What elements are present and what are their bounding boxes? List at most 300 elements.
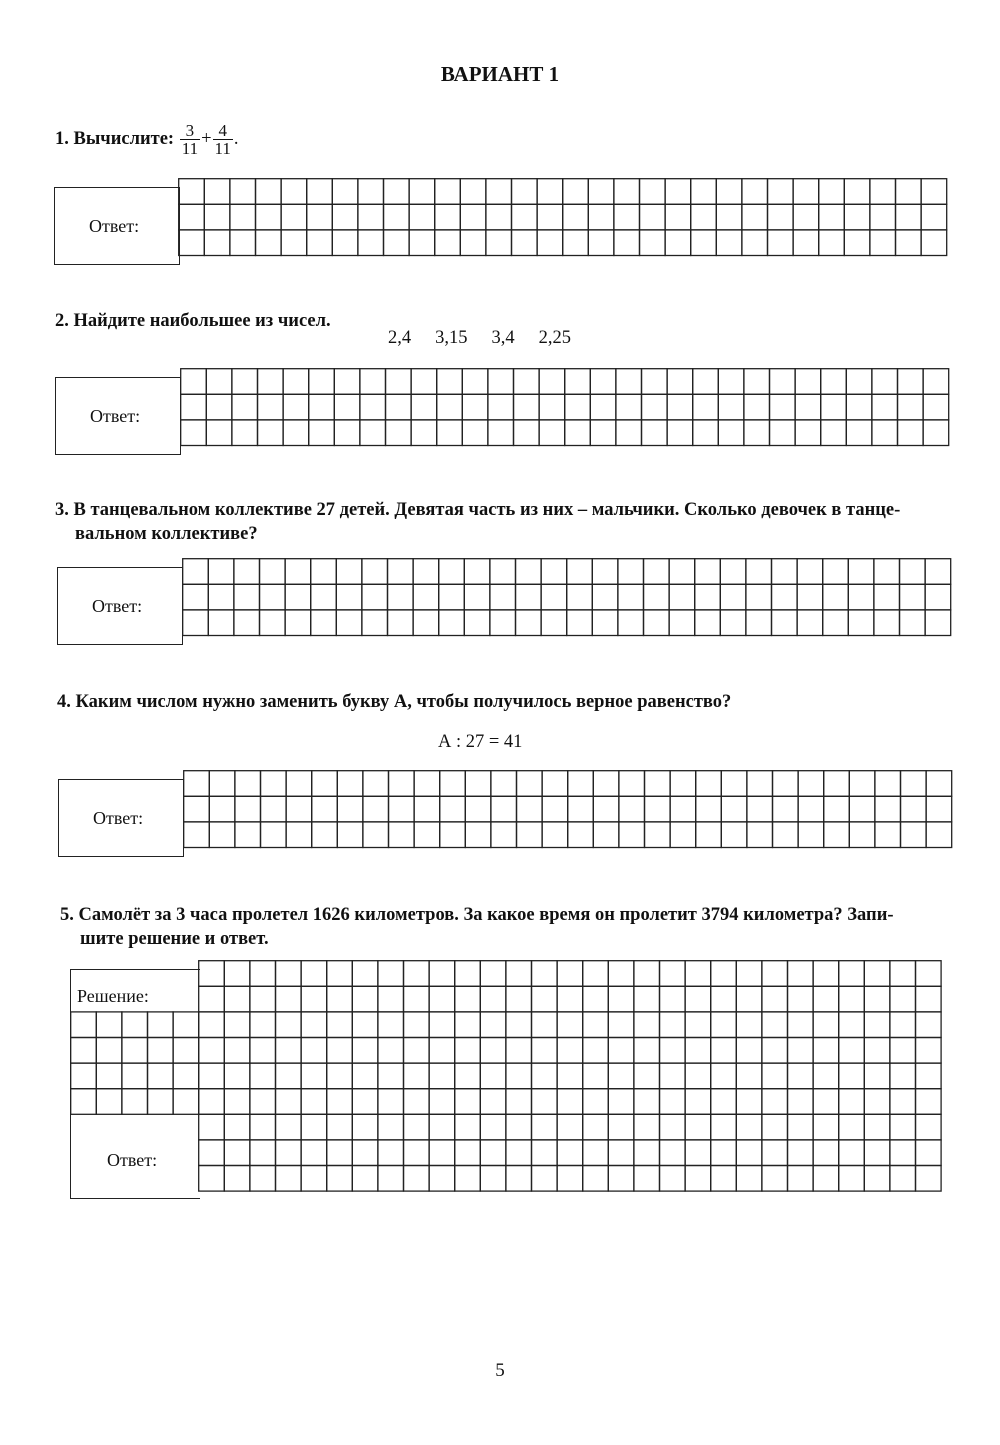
grid-cell[interactable] bbox=[334, 420, 360, 446]
grid-cell[interactable] bbox=[384, 179, 410, 205]
grid-cell[interactable] bbox=[327, 1140, 353, 1166]
grid-cell[interactable] bbox=[645, 796, 671, 822]
grid-cell[interactable] bbox=[849, 771, 875, 797]
grid-cell[interactable] bbox=[309, 369, 335, 395]
grid-cell[interactable] bbox=[409, 230, 435, 256]
grid-cell[interactable] bbox=[301, 961, 327, 987]
grid-cell[interactable] bbox=[608, 1089, 634, 1115]
grid-cell[interactable] bbox=[352, 1012, 378, 1038]
grid-cell[interactable] bbox=[232, 420, 258, 446]
grid-cell[interactable] bbox=[660, 1063, 686, 1089]
grid-cell[interactable] bbox=[122, 1012, 148, 1038]
grid-cell[interactable] bbox=[506, 1166, 532, 1192]
grid-cell[interactable] bbox=[332, 230, 358, 256]
grid-cell[interactable] bbox=[844, 179, 870, 205]
grid-cell[interactable] bbox=[720, 610, 746, 636]
grid-cell[interactable] bbox=[744, 420, 770, 446]
grid-cell[interactable] bbox=[848, 610, 874, 636]
grid-cell[interactable] bbox=[455, 1140, 481, 1166]
grid-cell[interactable] bbox=[352, 1114, 378, 1140]
grid-cell[interactable] bbox=[541, 610, 567, 636]
grid-cell[interactable] bbox=[258, 369, 284, 395]
grid-cell[interactable] bbox=[900, 559, 926, 585]
grid-cell[interactable] bbox=[736, 1166, 762, 1192]
grid-cell[interactable] bbox=[711, 961, 737, 987]
grid-cell[interactable] bbox=[926, 796, 952, 822]
grid-cell[interactable] bbox=[921, 204, 947, 230]
grid-cell[interactable] bbox=[285, 559, 311, 585]
grid-cell[interactable] bbox=[532, 986, 558, 1012]
grid-cell[interactable] bbox=[311, 559, 337, 585]
grid-cell[interactable] bbox=[568, 796, 594, 822]
grid-cell[interactable] bbox=[718, 394, 744, 420]
grid-cell[interactable] bbox=[337, 822, 363, 848]
grid-cell[interactable] bbox=[179, 204, 205, 230]
grid-cell[interactable] bbox=[327, 1114, 353, 1140]
grid-cell[interactable] bbox=[864, 1063, 890, 1089]
grid-cell[interactable] bbox=[386, 420, 412, 446]
grid-cell[interactable] bbox=[793, 179, 819, 205]
grid-cell[interactable] bbox=[848, 559, 874, 585]
grid-cell[interactable] bbox=[660, 1140, 686, 1166]
grid-cell[interactable] bbox=[490, 584, 516, 610]
grid-cell[interactable] bbox=[429, 1166, 455, 1192]
grid-cell[interactable] bbox=[839, 1140, 865, 1166]
grid-cell[interactable] bbox=[230, 179, 256, 205]
grid-cell[interactable] bbox=[71, 1038, 97, 1064]
grid-cell[interactable] bbox=[337, 771, 363, 797]
grid-cell[interactable] bbox=[642, 369, 668, 395]
grid-cell[interactable] bbox=[250, 1063, 276, 1089]
grid-cell[interactable] bbox=[506, 1063, 532, 1089]
grid-cell[interactable] bbox=[327, 986, 353, 1012]
grid-cell[interactable] bbox=[685, 1114, 711, 1140]
grid-cell[interactable] bbox=[864, 1012, 890, 1038]
grid-cell[interactable] bbox=[642, 420, 668, 446]
grid-cell[interactable] bbox=[514, 369, 540, 395]
grid-cell[interactable] bbox=[311, 584, 337, 610]
grid-cell[interactable] bbox=[336, 610, 362, 636]
grid-cell[interactable] bbox=[281, 230, 307, 256]
grid-cell[interactable] bbox=[307, 179, 333, 205]
grid-cell[interactable] bbox=[486, 204, 512, 230]
grid-cell[interactable] bbox=[839, 1063, 865, 1089]
grid-cell[interactable] bbox=[670, 796, 696, 822]
grid-cell[interactable] bbox=[517, 796, 543, 822]
grid-cell[interactable] bbox=[285, 610, 311, 636]
grid-cell[interactable] bbox=[440, 796, 466, 822]
grid-cell[interactable] bbox=[404, 1012, 430, 1038]
grid-cell[interactable] bbox=[770, 394, 796, 420]
grid-cell[interactable] bbox=[404, 986, 430, 1012]
grid-cell[interactable] bbox=[567, 610, 593, 636]
grid-cell[interactable] bbox=[384, 230, 410, 256]
grid-cell[interactable] bbox=[788, 1038, 814, 1064]
grid-cell[interactable] bbox=[691, 230, 717, 256]
grid-cell[interactable] bbox=[634, 1114, 660, 1140]
grid-cell[interactable] bbox=[336, 559, 362, 585]
grid-cell[interactable] bbox=[618, 559, 644, 585]
grid-cell[interactable] bbox=[206, 369, 232, 395]
grid-cell[interactable] bbox=[286, 822, 312, 848]
grid-cell[interactable] bbox=[667, 420, 693, 446]
grid-cell[interactable] bbox=[762, 1038, 788, 1064]
grid-cell[interactable] bbox=[71, 1012, 97, 1038]
grid-cell[interactable] bbox=[772, 610, 798, 636]
grid-cell[interactable] bbox=[788, 1166, 814, 1192]
grid-cell[interactable] bbox=[384, 204, 410, 230]
grid-cell[interactable] bbox=[693, 394, 719, 420]
grid-cell[interactable] bbox=[480, 1166, 506, 1192]
grid-cell[interactable] bbox=[665, 179, 691, 205]
grid-cell[interactable] bbox=[711, 986, 737, 1012]
grid-cell[interactable] bbox=[695, 610, 721, 636]
grid-cell[interactable] bbox=[608, 986, 634, 1012]
grid-cell[interactable] bbox=[644, 584, 670, 610]
grid-cell[interactable] bbox=[916, 1140, 942, 1166]
grid-cell[interactable] bbox=[209, 822, 235, 848]
grid-cell[interactable] bbox=[813, 1140, 839, 1166]
grid-cell[interactable] bbox=[460, 204, 486, 230]
grid-cell[interactable] bbox=[514, 394, 540, 420]
grid-cell[interactable] bbox=[541, 559, 567, 585]
grid-cell[interactable] bbox=[685, 1140, 711, 1166]
grid-cell[interactable] bbox=[839, 1089, 865, 1115]
grid-cell[interactable] bbox=[685, 1166, 711, 1192]
grid-cell[interactable] bbox=[224, 986, 250, 1012]
grid-cell[interactable] bbox=[409, 204, 435, 230]
grid-cell[interactable] bbox=[670, 771, 696, 797]
grid-cell[interactable] bbox=[437, 420, 463, 446]
grid-cell[interactable] bbox=[281, 204, 307, 230]
grid-cell[interactable] bbox=[583, 1114, 609, 1140]
grid-cell[interactable] bbox=[414, 771, 440, 797]
grid-cell[interactable] bbox=[179, 230, 205, 256]
grid-cell[interactable] bbox=[173, 1089, 199, 1115]
grid-cell[interactable] bbox=[616, 369, 642, 395]
grid-cell[interactable] bbox=[619, 796, 645, 822]
answer-grid-3[interactable] bbox=[182, 558, 956, 642]
grid-cell[interactable] bbox=[898, 369, 924, 395]
grid-cell[interactable] bbox=[404, 1063, 430, 1089]
grid-cell[interactable] bbox=[824, 796, 850, 822]
grid-cell[interactable] bbox=[312, 771, 338, 797]
grid-cell[interactable] bbox=[250, 1140, 276, 1166]
grid-cell[interactable] bbox=[797, 559, 823, 585]
grid-cell[interactable] bbox=[864, 1089, 890, 1115]
grid-cell[interactable] bbox=[96, 1089, 122, 1115]
grid-cell[interactable] bbox=[312, 796, 338, 822]
grid-cell[interactable] bbox=[506, 1140, 532, 1166]
grid-cell[interactable] bbox=[409, 179, 435, 205]
grid-cell[interactable] bbox=[506, 961, 532, 987]
grid-cell[interactable] bbox=[557, 961, 583, 987]
grid-cell[interactable] bbox=[532, 1038, 558, 1064]
grid-cell[interactable] bbox=[685, 986, 711, 1012]
answer-grid-2[interactable] bbox=[180, 368, 954, 452]
grid-cell[interactable] bbox=[455, 961, 481, 987]
grid-cell[interactable] bbox=[276, 1140, 302, 1166]
grid-cell[interactable] bbox=[565, 420, 591, 446]
grid-cell[interactable] bbox=[542, 796, 568, 822]
grid-cell[interactable] bbox=[916, 986, 942, 1012]
grid-cell[interactable] bbox=[532, 1140, 558, 1166]
grid-cell[interactable] bbox=[864, 1140, 890, 1166]
grid-cell[interactable] bbox=[96, 1012, 122, 1038]
grid-cell[interactable] bbox=[352, 961, 378, 987]
grid-cell[interactable] bbox=[813, 1038, 839, 1064]
grid-cell[interactable] bbox=[618, 610, 644, 636]
grid-cell[interactable] bbox=[352, 1089, 378, 1115]
grid-cell[interactable] bbox=[557, 1063, 583, 1089]
grid-cell[interactable] bbox=[276, 1114, 302, 1140]
grid-cell[interactable] bbox=[301, 1038, 327, 1064]
grid-cell[interactable] bbox=[516, 559, 542, 585]
grid-cell[interactable] bbox=[491, 822, 517, 848]
grid-cell[interactable] bbox=[411, 394, 437, 420]
grid-cell[interactable] bbox=[890, 1012, 916, 1038]
grid-cell[interactable] bbox=[462, 420, 488, 446]
grid-cell[interactable] bbox=[539, 369, 565, 395]
grid-cell[interactable] bbox=[183, 584, 209, 610]
grid-cell[interactable] bbox=[583, 961, 609, 987]
grid-cell[interactable] bbox=[890, 1063, 916, 1089]
grid-cell[interactable] bbox=[404, 1089, 430, 1115]
grid-cell[interactable] bbox=[260, 559, 286, 585]
grid-cell[interactable] bbox=[173, 1038, 199, 1064]
grid-cell[interactable] bbox=[716, 179, 742, 205]
grid-cell[interactable] bbox=[797, 584, 823, 610]
grid-cell[interactable] bbox=[824, 822, 850, 848]
grid-cell[interactable] bbox=[795, 394, 821, 420]
grid-cell[interactable] bbox=[506, 1012, 532, 1038]
grid-cell[interactable] bbox=[224, 1063, 250, 1089]
grid-cell[interactable] bbox=[721, 796, 747, 822]
grid-cell[interactable] bbox=[301, 1114, 327, 1140]
grid-cell[interactable] bbox=[486, 179, 512, 205]
grid-cell[interactable] bbox=[770, 369, 796, 395]
grid-cell[interactable] bbox=[746, 584, 772, 610]
grid-cell[interactable] bbox=[404, 1140, 430, 1166]
grid-cell[interactable] bbox=[821, 394, 847, 420]
grid-cell[interactable] bbox=[608, 1114, 634, 1140]
grid-cell[interactable] bbox=[898, 420, 924, 446]
grid-cell[interactable] bbox=[352, 1038, 378, 1064]
grid-cell[interactable] bbox=[721, 771, 747, 797]
grid-cell[interactable] bbox=[183, 610, 209, 636]
grid-cell[interactable] bbox=[404, 1166, 430, 1192]
grid-cell[interactable] bbox=[916, 1114, 942, 1140]
grid-cell[interactable] bbox=[592, 559, 618, 585]
grid-cell[interactable] bbox=[711, 1063, 737, 1089]
grid-cell[interactable] bbox=[736, 1063, 762, 1089]
grid-cell[interactable] bbox=[742, 204, 768, 230]
grid-cell[interactable] bbox=[537, 230, 563, 256]
grid-cell[interactable] bbox=[480, 1114, 506, 1140]
grid-cell[interactable] bbox=[798, 822, 824, 848]
grid-cell[interactable] bbox=[874, 610, 900, 636]
grid-cell[interactable] bbox=[250, 1038, 276, 1064]
grid-cell[interactable] bbox=[901, 771, 927, 797]
grid-cell[interactable] bbox=[583, 986, 609, 1012]
grid-cell[interactable] bbox=[455, 1012, 481, 1038]
grid-cell[interactable] bbox=[360, 420, 386, 446]
grid-cell[interactable] bbox=[711, 1114, 737, 1140]
grid-cell[interactable] bbox=[378, 1140, 404, 1166]
grid-cell[interactable] bbox=[209, 771, 235, 797]
grid-cell[interactable] bbox=[695, 559, 721, 585]
grid-cell[interactable] bbox=[404, 1038, 430, 1064]
grid-cell[interactable] bbox=[839, 1038, 865, 1064]
grid-cell[interactable] bbox=[334, 394, 360, 420]
grid-cell[interactable] bbox=[256, 230, 282, 256]
grid-cell[interactable] bbox=[429, 1140, 455, 1166]
grid-cell[interactable] bbox=[563, 204, 589, 230]
grid-cell[interactable] bbox=[199, 1038, 225, 1064]
grid-cell[interactable] bbox=[224, 1166, 250, 1192]
grid-cell[interactable] bbox=[439, 559, 465, 585]
grid-cell[interactable] bbox=[640, 230, 666, 256]
grid-cell[interactable] bbox=[565, 394, 591, 420]
grid-cell[interactable] bbox=[839, 1012, 865, 1038]
grid-cell[interactable] bbox=[235, 796, 261, 822]
grid-cell[interactable] bbox=[464, 559, 490, 585]
grid-cell[interactable] bbox=[199, 1166, 225, 1192]
grid-cell[interactable] bbox=[224, 1012, 250, 1038]
grid-cell[interactable] bbox=[716, 204, 742, 230]
grid-cell[interactable] bbox=[532, 1089, 558, 1115]
answer-box-2[interactable]: Ответ: bbox=[55, 377, 181, 455]
grid-cell[interactable] bbox=[506, 1114, 532, 1140]
grid-cell[interactable] bbox=[870, 179, 896, 205]
grid-cell[interactable] bbox=[532, 1114, 558, 1140]
grid-cell[interactable] bbox=[389, 796, 415, 822]
grid-cell[interactable] bbox=[378, 1038, 404, 1064]
grid-cell[interactable] bbox=[762, 1089, 788, 1115]
grid-cell[interactable] bbox=[618, 584, 644, 610]
grid-cell[interactable] bbox=[788, 1012, 814, 1038]
grid-cell[interactable] bbox=[261, 771, 287, 797]
grid-cell[interactable] bbox=[588, 230, 614, 256]
grid-cell[interactable] bbox=[184, 796, 210, 822]
grid-cell[interactable] bbox=[736, 1089, 762, 1115]
grid-cell[interactable] bbox=[875, 822, 901, 848]
grid-cell[interactable] bbox=[640, 179, 666, 205]
grid-cell[interactable] bbox=[685, 1038, 711, 1064]
grid-cell[interactable] bbox=[506, 1089, 532, 1115]
grid-cell[interactable] bbox=[583, 1012, 609, 1038]
grid-cell[interactable] bbox=[557, 1114, 583, 1140]
grid-cell[interactable] bbox=[327, 1063, 353, 1089]
grid-cell[interactable] bbox=[711, 1166, 737, 1192]
grid-cell[interactable] bbox=[435, 179, 461, 205]
grid-cell[interactable] bbox=[224, 1114, 250, 1140]
answer-grid-1[interactable] bbox=[178, 178, 952, 262]
grid-cell[interactable] bbox=[669, 610, 695, 636]
grid-cell[interactable] bbox=[358, 230, 384, 256]
grid-cell[interactable] bbox=[823, 559, 849, 585]
grid-cell[interactable] bbox=[234, 584, 260, 610]
grid-cell[interactable] bbox=[762, 1140, 788, 1166]
grid-cell[interactable] bbox=[327, 961, 353, 987]
grid-cell[interactable] bbox=[608, 1140, 634, 1166]
grid-cell[interactable] bbox=[593, 771, 619, 797]
grid-cell[interactable] bbox=[768, 179, 794, 205]
grid-cell[interactable] bbox=[583, 1089, 609, 1115]
grid-cell[interactable] bbox=[301, 1012, 327, 1038]
grid-cell[interactable] bbox=[864, 1166, 890, 1192]
grid-cell[interactable] bbox=[634, 986, 660, 1012]
grid-cell[interactable] bbox=[696, 771, 722, 797]
grid-cell[interactable] bbox=[874, 559, 900, 585]
grid-cell[interactable] bbox=[608, 1166, 634, 1192]
grid-cell[interactable] bbox=[435, 204, 461, 230]
grid-cell[interactable] bbox=[916, 1012, 942, 1038]
grid-cell[interactable] bbox=[256, 179, 282, 205]
grid-cell[interactable] bbox=[608, 1012, 634, 1038]
grid-cell[interactable] bbox=[900, 610, 926, 636]
grid-cell[interactable] bbox=[276, 1089, 302, 1115]
grid-cell[interactable] bbox=[336, 584, 362, 610]
grid-cell[interactable] bbox=[301, 986, 327, 1012]
grid-cell[interactable] bbox=[488, 369, 514, 395]
grid-cell[interactable] bbox=[762, 1166, 788, 1192]
grid-cell[interactable] bbox=[821, 420, 847, 446]
grid-cell[interactable] bbox=[557, 1012, 583, 1038]
grid-cell[interactable] bbox=[788, 1140, 814, 1166]
grid-cell[interactable] bbox=[839, 961, 865, 987]
grid-cell[interactable] bbox=[480, 1012, 506, 1038]
grid-cell[interactable] bbox=[557, 986, 583, 1012]
grid-cell[interactable] bbox=[890, 961, 916, 987]
grid-cell[interactable] bbox=[588, 179, 614, 205]
grid-cell[interactable] bbox=[846, 394, 872, 420]
grid-cell[interactable] bbox=[199, 1089, 225, 1115]
grid-cell[interactable] bbox=[363, 771, 389, 797]
grid-cell[interactable] bbox=[849, 796, 875, 822]
grid-cell[interactable] bbox=[563, 230, 589, 256]
grid-cell[interactable] bbox=[334, 369, 360, 395]
grid-cell[interactable] bbox=[614, 179, 640, 205]
grid-cell[interactable] bbox=[921, 230, 947, 256]
grid-cell[interactable] bbox=[204, 179, 230, 205]
grid-cell[interactable] bbox=[199, 1140, 225, 1166]
grid-cell[interactable] bbox=[813, 1166, 839, 1192]
grid-cell[interactable] bbox=[286, 796, 312, 822]
grid-cell[interactable] bbox=[762, 1012, 788, 1038]
grid-cell[interactable] bbox=[669, 559, 695, 585]
grid-cell[interactable] bbox=[896, 179, 922, 205]
grid-cell[interactable] bbox=[439, 584, 465, 610]
grid-cell[interactable] bbox=[360, 394, 386, 420]
grid-cell[interactable] bbox=[327, 1166, 353, 1192]
grid-cell[interactable] bbox=[199, 986, 225, 1012]
grid-cell[interactable] bbox=[258, 420, 284, 446]
grid-cell[interactable] bbox=[720, 584, 746, 610]
grid-cell[interactable] bbox=[711, 1038, 737, 1064]
grid-cell[interactable] bbox=[813, 1089, 839, 1115]
grid-cell[interactable] bbox=[870, 204, 896, 230]
grid-cell[interactable] bbox=[744, 369, 770, 395]
grid-cell[interactable] bbox=[386, 394, 412, 420]
grid-cell[interactable] bbox=[788, 1114, 814, 1140]
grid-cell[interactable] bbox=[916, 1063, 942, 1089]
grid-cell[interactable] bbox=[413, 559, 439, 585]
grid-cell[interactable] bbox=[181, 420, 207, 446]
grid-cell[interactable] bbox=[872, 420, 898, 446]
grid-cell[interactable] bbox=[773, 771, 799, 797]
answer-grid-4[interactable] bbox=[183, 770, 957, 854]
